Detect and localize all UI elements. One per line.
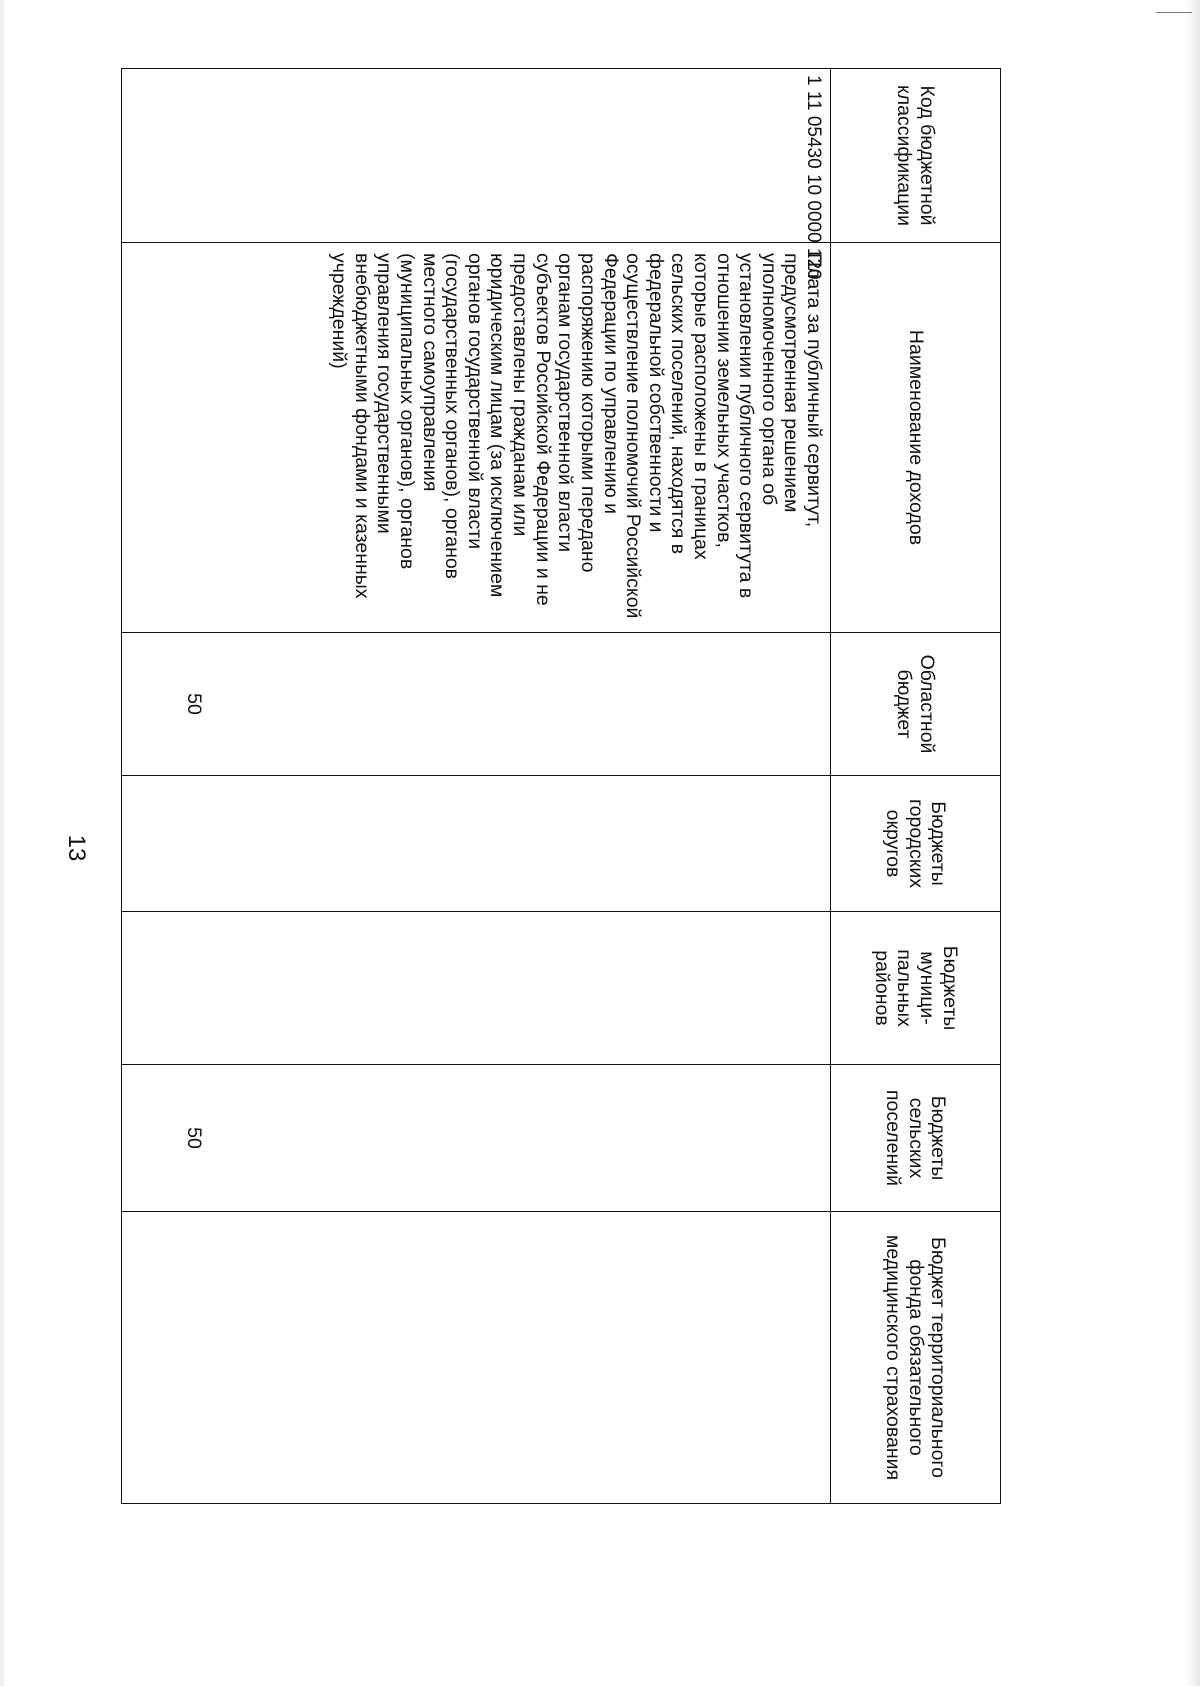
- scan-mark: [1156, 0, 1192, 13]
- row-municipal-districts: [122, 912, 831, 1065]
- table-row: [122, 69, 831, 1504]
- row-rural-settlements: 50: [122, 1065, 831, 1212]
- row-health-insurance-fund: [122, 1212, 831, 1504]
- header-regional-budget: Областной бюджет: [831, 633, 1001, 776]
- rotated-table-wrapper: [121, 68, 1001, 1503]
- row-regional-budget: 50: [122, 633, 831, 776]
- header-municipal-districts: Бюджеты муници-пальных районов: [831, 912, 1001, 1065]
- header-health-insurance-fund: Бюджет территориального фонда обязательного медицинского страхования: [831, 1212, 1001, 1504]
- row-name: Плата за публичный сервитут, предусмотренная решением уполномоченного органа об установлении публичного сервитута в отношении земельных участков, которые расположены в границах сельских поселений, находятся в федеральной собственности и осуществление полномочий Российской Федерации по управлению и распоряжению которыми передано органам государственной власти субъектов Российской Федерации и не предоставлены гражданам или юридическим лицам (за исключением органов государственной власти (государственных органов), органов местного самоуправления (муниципальных органов), органов управления государственными внебюджетными фондами и казенных учреждений): [122, 243, 831, 633]
- row-urban-districts: [122, 776, 831, 912]
- scan-right-edge: [1186, 0, 1200, 1686]
- header-row: [831, 69, 1001, 1504]
- header-rural-settlements: Бюджеты сельских поселений: [831, 1065, 1001, 1212]
- header-code: Код бюджетной классификации: [831, 69, 1001, 243]
- header-name: Наименование доходов: [831, 243, 1001, 633]
- revenue-table: [121, 68, 1001, 1504]
- page-number: 13: [63, 834, 90, 862]
- scan-left-edge: [0, 0, 4, 1686]
- header-urban-districts: Бюджеты городских округов: [831, 776, 1001, 912]
- row-code: 1 11 05430 10 0000 120: [122, 69, 831, 243]
